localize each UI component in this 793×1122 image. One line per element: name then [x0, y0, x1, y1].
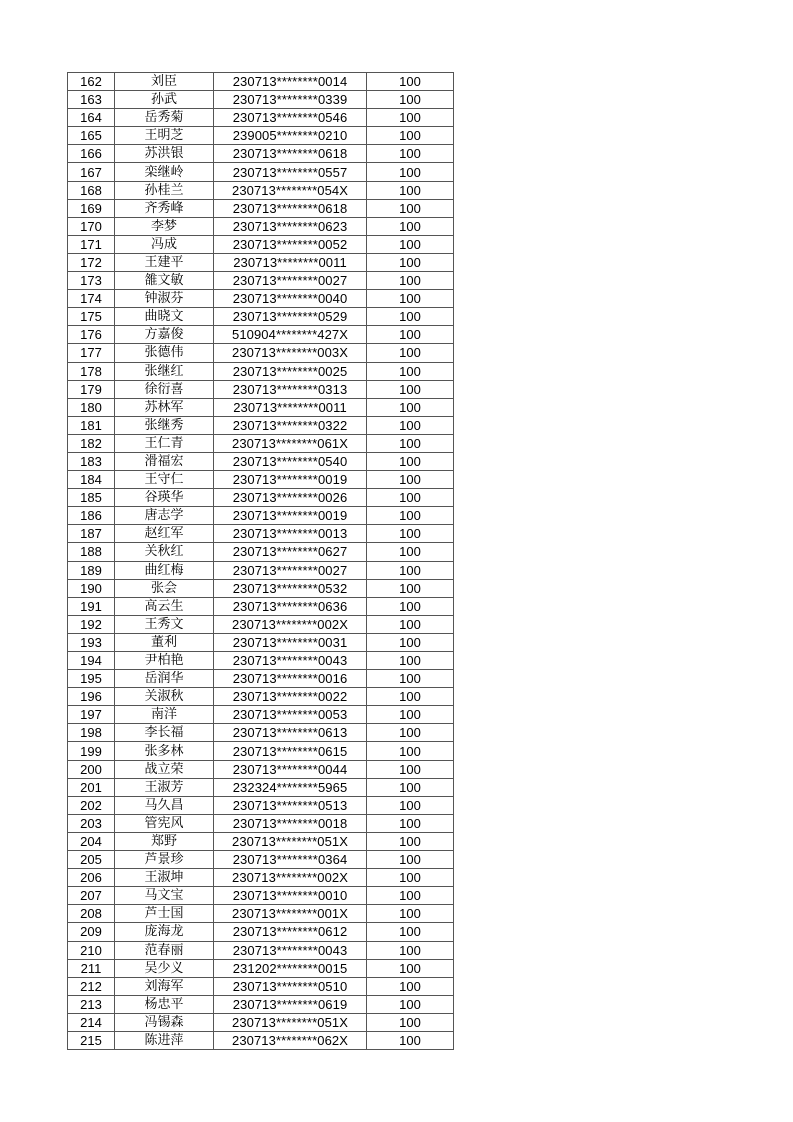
person-name-cell: 李长福 [115, 724, 214, 742]
table-row [68, 688, 454, 706]
row-number-cell: 192 [68, 615, 115, 633]
id-number-cell: 230713********062X [214, 1031, 367, 1049]
score-cell: 100 [367, 706, 454, 724]
table-row [68, 579, 454, 597]
score-cell: 100 [367, 959, 454, 977]
score-cell: 100 [367, 145, 454, 163]
id-number-cell: 230713********0540 [214, 452, 367, 470]
score-cell: 100 [367, 362, 454, 380]
person-name-cell: 唐志学 [115, 507, 214, 525]
id-number-cell: 230713********0364 [214, 851, 367, 869]
person-name-cell: 岳秀菊 [115, 109, 214, 127]
score-cell: 100 [367, 272, 454, 290]
table-row [68, 869, 454, 887]
id-number-cell: 230713********0053 [214, 706, 367, 724]
score-cell: 100 [367, 489, 454, 507]
person-name-cell: 刘臣 [115, 73, 214, 91]
person-name-cell: 王建平 [115, 253, 214, 271]
score-cell: 100 [367, 235, 454, 253]
row-number-cell: 172 [68, 253, 115, 271]
score-cell: 100 [367, 796, 454, 814]
person-name-cell: 马文宝 [115, 887, 214, 905]
row-number-cell: 203 [68, 814, 115, 832]
score-cell: 100 [367, 73, 454, 91]
person-name-cell: 陈进萍 [115, 1031, 214, 1049]
id-number-cell: 230713********0013 [214, 525, 367, 543]
id-number-cell: 510904********427X [214, 326, 367, 344]
row-number-cell: 204 [68, 832, 115, 850]
score-cell: 100 [367, 887, 454, 905]
row-number-cell: 177 [68, 344, 115, 362]
id-number-cell: 230713********0027 [214, 561, 367, 579]
person-name-cell: 管宪风 [115, 814, 214, 832]
table-row [68, 941, 454, 959]
row-number-cell: 165 [68, 127, 115, 145]
person-name-cell: 张继红 [115, 362, 214, 380]
row-number-cell: 191 [68, 597, 115, 615]
person-name-cell: 齐秀峰 [115, 199, 214, 217]
score-cell: 100 [367, 652, 454, 670]
row-number-cell: 175 [68, 308, 115, 326]
id-number-cell: 230713********0322 [214, 416, 367, 434]
table-row [68, 416, 454, 434]
id-number-cell: 230713********0016 [214, 670, 367, 688]
row-number-cell: 166 [68, 145, 115, 163]
row-number-cell: 210 [68, 941, 115, 959]
score-cell: 100 [367, 181, 454, 199]
person-name-cell: 关秋红 [115, 543, 214, 561]
person-name-cell: 张会 [115, 579, 214, 597]
person-name-cell: 曲晓文 [115, 308, 214, 326]
id-number-cell: 230713********0031 [214, 633, 367, 651]
table-row [68, 290, 454, 308]
id-number-cell: 230713********0011 [214, 253, 367, 271]
score-cell: 100 [367, 1013, 454, 1031]
id-number-cell: 230713********0011 [214, 398, 367, 416]
row-number-cell: 176 [68, 326, 115, 344]
id-number-cell: 230713********0026 [214, 489, 367, 507]
id-number-cell: 230713********0043 [214, 652, 367, 670]
id-number-cell: 230713********0636 [214, 597, 367, 615]
score-cell: 100 [367, 724, 454, 742]
row-number-cell: 197 [68, 706, 115, 724]
person-name-cell: 赵红军 [115, 525, 214, 543]
score-cell: 100 [367, 760, 454, 778]
roster-sheet [67, 72, 454, 1050]
person-name-cell: 范春丽 [115, 941, 214, 959]
score-cell: 100 [367, 253, 454, 271]
person-name-cell: 王淑坤 [115, 869, 214, 887]
table-row [68, 471, 454, 489]
row-number-cell: 162 [68, 73, 115, 91]
id-number-cell: 230713********0339 [214, 91, 367, 109]
score-cell: 100 [367, 308, 454, 326]
id-number-cell: 230713********0529 [214, 308, 367, 326]
row-number-cell: 208 [68, 905, 115, 923]
table-row [68, 887, 454, 905]
row-number-cell: 189 [68, 561, 115, 579]
row-number-cell: 205 [68, 851, 115, 869]
id-number-cell: 230713********0619 [214, 995, 367, 1013]
table-row [68, 1031, 454, 1049]
id-number-cell: 230713********003X [214, 344, 367, 362]
id-number-cell: 230713********0040 [214, 290, 367, 308]
person-name-cell: 马久昌 [115, 796, 214, 814]
table-row [68, 308, 454, 326]
person-name-cell: 高云生 [115, 597, 214, 615]
row-number-cell: 199 [68, 742, 115, 760]
row-number-cell: 171 [68, 235, 115, 253]
person-name-cell: 栾继岭 [115, 163, 214, 181]
score-cell: 100 [367, 977, 454, 995]
person-name-cell: 曲红梅 [115, 561, 214, 579]
person-name-cell: 王秀文 [115, 615, 214, 633]
table-row [68, 905, 454, 923]
score-cell: 100 [367, 416, 454, 434]
row-number-cell: 188 [68, 543, 115, 561]
person-name-cell: 郑野 [115, 832, 214, 850]
score-cell: 100 [367, 1031, 454, 1049]
person-name-cell: 苏林军 [115, 398, 214, 416]
table-row [68, 398, 454, 416]
score-cell: 100 [367, 778, 454, 796]
table-row [68, 452, 454, 470]
id-number-cell: 230713********0313 [214, 380, 367, 398]
score-cell: 100 [367, 633, 454, 651]
row-number-cell: 211 [68, 959, 115, 977]
person-name-cell: 谷瑛华 [115, 489, 214, 507]
id-number-cell: 230713********0615 [214, 742, 367, 760]
row-number-cell: 214 [68, 1013, 115, 1031]
person-name-cell: 钟淑芬 [115, 290, 214, 308]
score-cell: 100 [367, 163, 454, 181]
table-row [68, 923, 454, 941]
row-number-cell: 182 [68, 434, 115, 452]
score-cell: 100 [367, 905, 454, 923]
row-number-cell: 183 [68, 452, 115, 470]
row-number-cell: 169 [68, 199, 115, 217]
score-cell: 100 [367, 127, 454, 145]
score-cell: 100 [367, 452, 454, 470]
id-number-cell: 239005********0210 [214, 127, 367, 145]
score-cell: 100 [367, 814, 454, 832]
id-number-cell: 230713********0513 [214, 796, 367, 814]
id-number-cell: 230713********0043 [214, 941, 367, 959]
row-number-cell: 198 [68, 724, 115, 742]
score-cell: 100 [367, 91, 454, 109]
table-row [68, 959, 454, 977]
table-row [68, 633, 454, 651]
id-number-cell: 230713********0025 [214, 362, 367, 380]
id-number-cell: 231202********0015 [214, 959, 367, 977]
table-row [68, 199, 454, 217]
table-row [68, 145, 454, 163]
row-number-cell: 202 [68, 796, 115, 814]
table-row [68, 344, 454, 362]
row-number-cell: 178 [68, 362, 115, 380]
table-row [68, 489, 454, 507]
score-cell: 100 [367, 344, 454, 362]
roster-table-body [68, 73, 454, 1050]
table-row [68, 724, 454, 742]
row-number-cell: 168 [68, 181, 115, 199]
row-number-cell: 164 [68, 109, 115, 127]
person-name-cell: 王仁青 [115, 434, 214, 452]
table-row [68, 760, 454, 778]
id-number-cell: 230713********0044 [214, 760, 367, 778]
person-name-cell: 战立荣 [115, 760, 214, 778]
table-row [68, 181, 454, 199]
person-name-cell: 雒文敏 [115, 272, 214, 290]
person-name-cell: 张多林 [115, 742, 214, 760]
score-cell: 100 [367, 742, 454, 760]
row-number-cell: 201 [68, 778, 115, 796]
person-name-cell: 董利 [115, 633, 214, 651]
score-cell: 100 [367, 561, 454, 579]
person-name-cell: 苏洪银 [115, 145, 214, 163]
table-row [68, 742, 454, 760]
table-row [68, 109, 454, 127]
person-name-cell: 王明芝 [115, 127, 214, 145]
person-name-cell: 芦士国 [115, 905, 214, 923]
score-cell: 100 [367, 995, 454, 1013]
id-number-cell: 230713********0627 [214, 543, 367, 561]
table-row [68, 127, 454, 145]
row-number-cell: 173 [68, 272, 115, 290]
score-cell: 100 [367, 217, 454, 235]
row-number-cell: 181 [68, 416, 115, 434]
row-number-cell: 209 [68, 923, 115, 941]
score-cell: 100 [367, 832, 454, 850]
score-cell: 100 [367, 670, 454, 688]
person-name-cell: 方嘉俊 [115, 326, 214, 344]
row-number-cell: 174 [68, 290, 115, 308]
id-number-cell: 230713********001X [214, 905, 367, 923]
row-number-cell: 215 [68, 1031, 115, 1049]
table-row [68, 652, 454, 670]
table-row [68, 814, 454, 832]
table-row [68, 670, 454, 688]
id-number-cell: 230713********054X [214, 181, 367, 199]
table-row [68, 380, 454, 398]
person-name-cell: 孙桂兰 [115, 181, 214, 199]
row-number-cell: 187 [68, 525, 115, 543]
row-number-cell: 196 [68, 688, 115, 706]
row-number-cell: 194 [68, 652, 115, 670]
row-number-cell: 195 [68, 670, 115, 688]
id-number-cell: 230713********0014 [214, 73, 367, 91]
score-cell: 100 [367, 597, 454, 615]
score-cell: 100 [367, 923, 454, 941]
row-number-cell: 186 [68, 507, 115, 525]
table-row [68, 832, 454, 850]
row-number-cell: 163 [68, 91, 115, 109]
id-number-cell: 230713********0557 [214, 163, 367, 181]
id-number-cell: 230713********0027 [214, 272, 367, 290]
score-cell: 100 [367, 688, 454, 706]
id-number-cell: 230713********0623 [214, 217, 367, 235]
row-number-cell: 184 [68, 471, 115, 489]
table-row [68, 163, 454, 181]
score-cell: 100 [367, 326, 454, 344]
id-number-cell: 230713********051X [214, 832, 367, 850]
id-number-cell: 230713********0613 [214, 724, 367, 742]
person-name-cell: 冯成 [115, 235, 214, 253]
table-row [68, 796, 454, 814]
person-name-cell: 刘海军 [115, 977, 214, 995]
score-cell: 100 [367, 199, 454, 217]
table-row [68, 272, 454, 290]
row-number-cell: 212 [68, 977, 115, 995]
score-cell: 100 [367, 471, 454, 489]
score-cell: 100 [367, 615, 454, 633]
id-number-cell: 232324********5965 [214, 778, 367, 796]
person-name-cell: 徐衍喜 [115, 380, 214, 398]
score-cell: 100 [367, 380, 454, 398]
table-row [68, 217, 454, 235]
person-name-cell: 芦景珍 [115, 851, 214, 869]
id-number-cell: 230713********061X [214, 434, 367, 452]
person-name-cell: 杨忠平 [115, 995, 214, 1013]
table-row [68, 615, 454, 633]
table-row [68, 561, 454, 579]
table-row [68, 73, 454, 91]
person-name-cell: 张德伟 [115, 344, 214, 362]
table-row [68, 778, 454, 796]
row-number-cell: 200 [68, 760, 115, 778]
score-cell: 100 [367, 525, 454, 543]
score-cell: 100 [367, 851, 454, 869]
score-cell: 100 [367, 543, 454, 561]
row-number-cell: 185 [68, 489, 115, 507]
person-name-cell: 南洋 [115, 706, 214, 724]
table-row [68, 977, 454, 995]
table-row [68, 1013, 454, 1031]
id-number-cell: 230713********0618 [214, 145, 367, 163]
score-cell: 100 [367, 398, 454, 416]
table-row [68, 525, 454, 543]
id-number-cell: 230713********0546 [214, 109, 367, 127]
id-number-cell: 230713********0612 [214, 923, 367, 941]
person-name-cell: 岳润华 [115, 670, 214, 688]
person-name-cell: 滑福宏 [115, 452, 214, 470]
person-name-cell: 孙武 [115, 91, 214, 109]
row-number-cell: 179 [68, 380, 115, 398]
id-number-cell: 230713********002X [214, 615, 367, 633]
table-row [68, 434, 454, 452]
row-number-cell: 180 [68, 398, 115, 416]
person-name-cell: 张继秀 [115, 416, 214, 434]
score-cell: 100 [367, 434, 454, 452]
roster-table [67, 72, 454, 1050]
row-number-cell: 207 [68, 887, 115, 905]
table-row [68, 507, 454, 525]
score-cell: 100 [367, 941, 454, 959]
table-row [68, 253, 454, 271]
id-number-cell: 230713********002X [214, 869, 367, 887]
id-number-cell: 230713********0019 [214, 507, 367, 525]
person-name-cell: 李梦 [115, 217, 214, 235]
table-row [68, 597, 454, 615]
table-row [68, 995, 454, 1013]
person-name-cell: 王淑芳 [115, 778, 214, 796]
id-number-cell: 230713********0022 [214, 688, 367, 706]
person-name-cell: 吴少义 [115, 959, 214, 977]
score-cell: 100 [367, 869, 454, 887]
id-number-cell: 230713********0018 [214, 814, 367, 832]
id-number-cell: 230713********0618 [214, 199, 367, 217]
row-number-cell: 190 [68, 579, 115, 597]
row-number-cell: 206 [68, 869, 115, 887]
row-number-cell: 213 [68, 995, 115, 1013]
score-cell: 100 [367, 507, 454, 525]
table-row [68, 91, 454, 109]
id-number-cell: 230713********0019 [214, 471, 367, 489]
score-cell: 100 [367, 109, 454, 127]
table-row [68, 543, 454, 561]
row-number-cell: 193 [68, 633, 115, 651]
id-number-cell: 230713********0510 [214, 977, 367, 995]
table-row [68, 326, 454, 344]
person-name-cell: 尹柏艳 [115, 652, 214, 670]
table-row [68, 851, 454, 869]
row-number-cell: 167 [68, 163, 115, 181]
person-name-cell: 关淑秋 [115, 688, 214, 706]
id-number-cell: 230713********0532 [214, 579, 367, 597]
person-name-cell: 庞海龙 [115, 923, 214, 941]
id-number-cell: 230713********0052 [214, 235, 367, 253]
table-row [68, 235, 454, 253]
score-cell: 100 [367, 579, 454, 597]
person-name-cell: 王守仁 [115, 471, 214, 489]
id-number-cell: 230713********051X [214, 1013, 367, 1031]
row-number-cell: 170 [68, 217, 115, 235]
person-name-cell: 冯锡森 [115, 1013, 214, 1031]
table-row [68, 706, 454, 724]
score-cell: 100 [367, 290, 454, 308]
id-number-cell: 230713********0010 [214, 887, 367, 905]
table-row [68, 362, 454, 380]
